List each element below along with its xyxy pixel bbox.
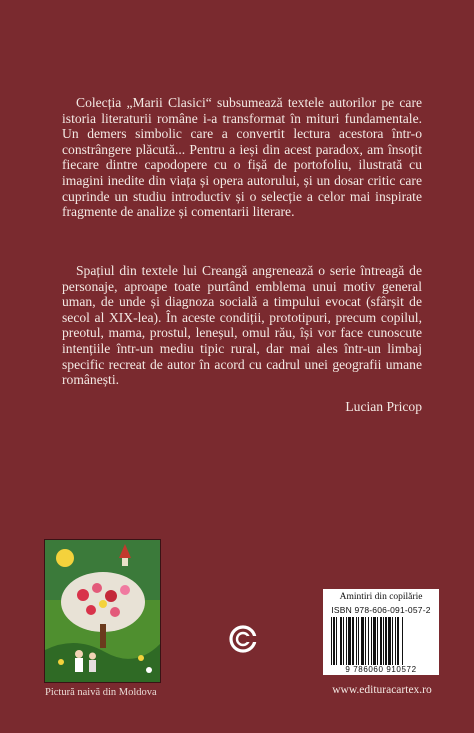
description-paragraph: Spațiul din textele lui Creangă angrenează o serie întreagă de personaje, aproape toate purtând emblema unui motiv general uman, de unde și diagnoza socială a timpului evocat (sfârșit de secol al XIX-lea). În aceste condiții, prototipuri, precum copilul, preotul, mama, prostul, leneșul, omul rău, își vor face cunoscute intențiile într-un mediu tipic rural, dar mai ales într-un limbaj specific recreat de autor în acord cu cadrul unei geografii umane românești.: [62, 263, 422, 388]
cover-painting: [45, 540, 160, 682]
book-title: Amintiri din copilărie: [339, 592, 423, 602]
intro-paragraph: Colecția „Marii Clasici“ subsumează textele autorilor pe care istoria literaturii române i-a transformat în mituri fundamentale. Un demers simbolic care a convertit lectura acestora într-o constrângere plăcută... Pentru a ieși din acest paradox, am însoțit fiecare dintre capodopere cu o fișă de portofoliu, ilustrată cu imagini inedite din viața și opera autorului, și un dosar critic care cuprinde un studiu introductiv și o selecție a celor mai inspirate fragmente de analize și comentarii literare.: [62, 95, 422, 220]
publisher-website: www.edituracartex.ro: [332, 684, 432, 696]
barcode-digits: 9 786060 910572: [345, 665, 417, 674]
painting-caption: Pictură naivă din Moldova: [45, 687, 157, 698]
naive-painting-image: [45, 540, 160, 682]
author-signature: Lucian Pricop: [345, 399, 422, 414]
barcode-label: [323, 589, 439, 675]
isbn-number: ISBN 978-606-091-057-2: [331, 605, 431, 615]
publisher-logo-icon: [229, 625, 257, 653]
barcode-bars: [329, 617, 433, 665]
